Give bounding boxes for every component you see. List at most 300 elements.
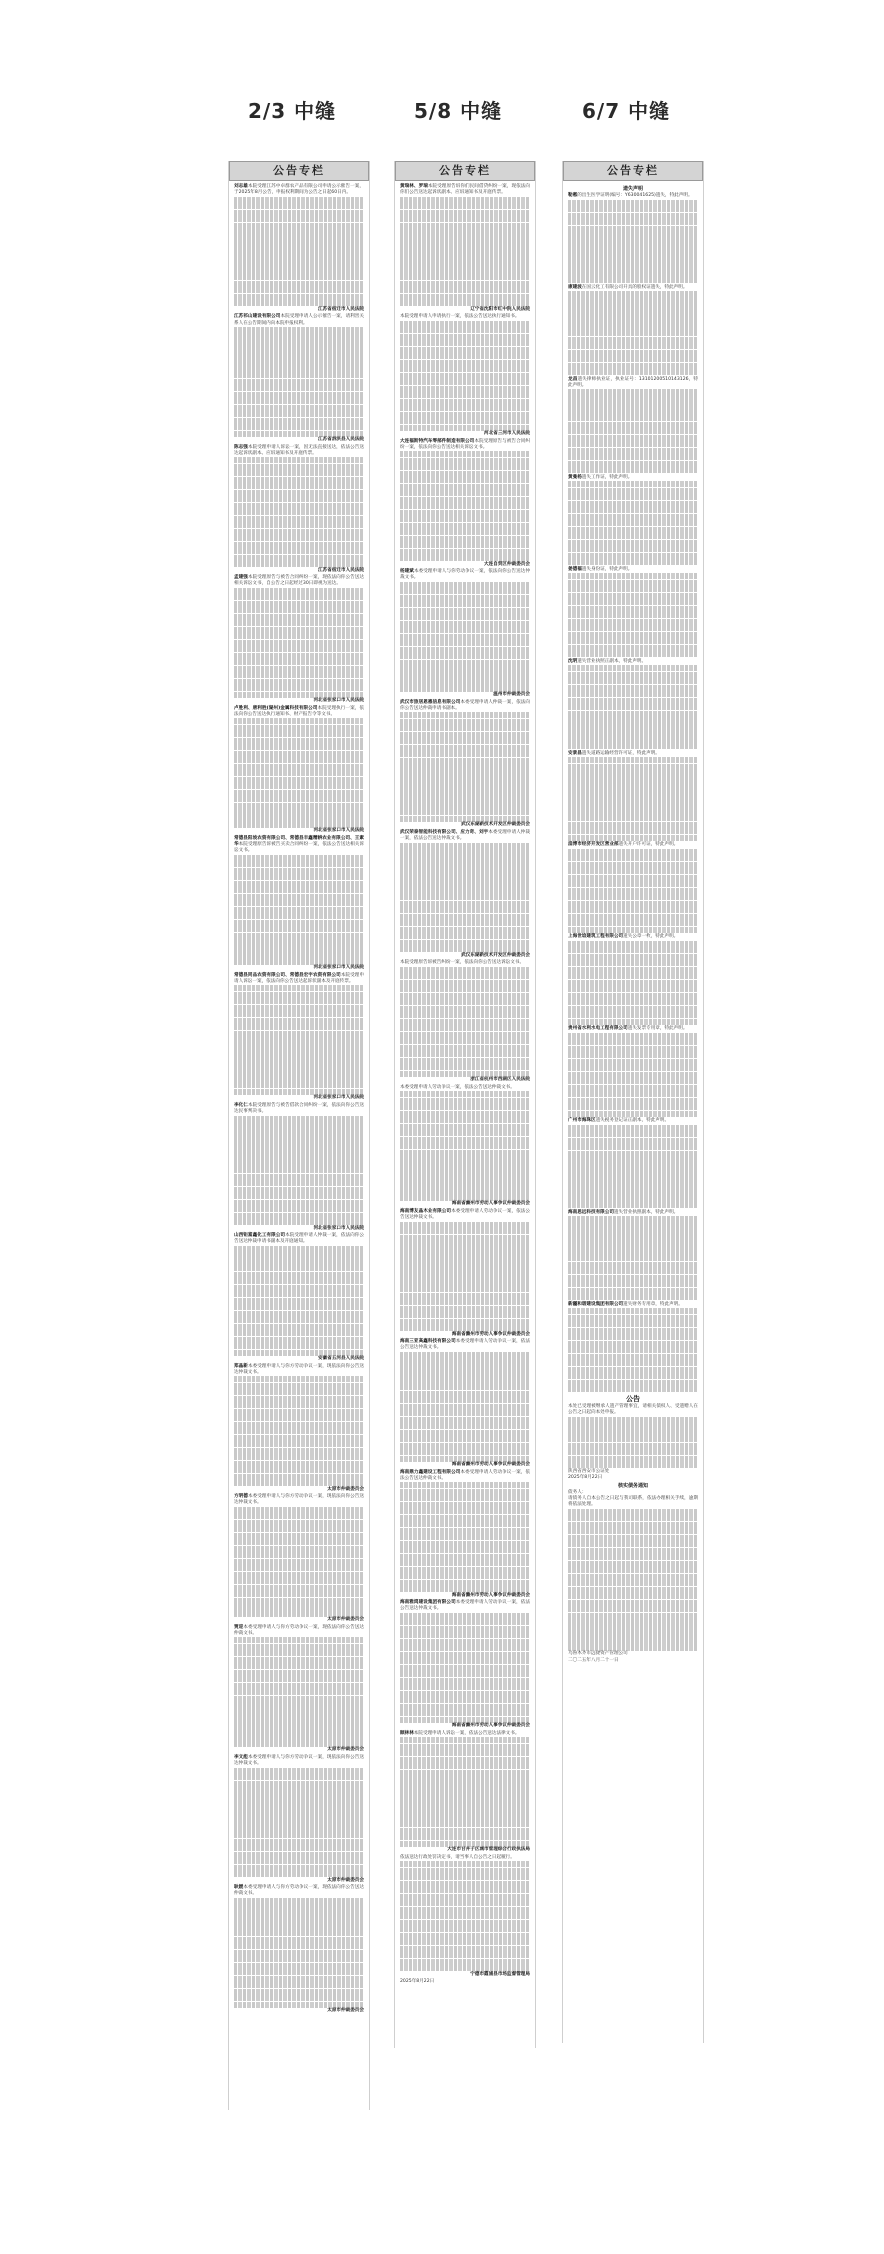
body-text-line [234,1409,364,1415]
body-text-line [400,1795,530,1801]
body-text-line [400,1619,530,1625]
body-text-line [234,672,364,678]
body-text-line [400,216,530,222]
body-text-line [234,1774,364,1780]
body-text-line [400,1325,530,1331]
body-text-line [400,1312,530,1318]
body-text-line [568,1059,698,1065]
body-text-line [400,868,530,874]
body-text-line [568,1098,698,1104]
body-text-line [568,396,698,402]
body-text-line [234,1852,364,1858]
body-text-line [568,1600,698,1606]
body-text-line [400,248,530,254]
body-text-line [568,1443,698,1449]
lost-notice-item [568,1026,698,1116]
body-text-line [234,1246,364,1252]
body-text-line [568,1033,698,1039]
body-text-line [234,1741,364,1747]
body-text-line [400,634,530,640]
body-text-line [568,461,698,467]
body-text-line [400,471,530,477]
body-text-line [234,874,364,880]
body-text-line [234,1813,364,1819]
body-text-line [234,1285,364,1291]
body-text-line [568,1078,698,1084]
body-text-line [234,1037,364,1043]
body-text-line [568,369,698,375]
body-text-line [568,1462,698,1468]
body-text-line [400,197,530,203]
body-text-line [234,1689,364,1695]
body-text-line [568,1085,698,1091]
body-text-line [568,1548,698,1554]
body-text-line [400,418,530,424]
body-text-line [234,1950,364,1956]
body-text-line [234,920,364,926]
body-text-line [234,1963,364,1969]
body-text-line [234,1043,364,1049]
body-text-line [234,815,364,821]
body-text-line [234,1598,364,1604]
body-text-line [234,1480,364,1486]
body-text-line [568,317,698,323]
notice-text: 本院受理原告诉被告纠纷一案，依法向你公告送达诉讼文书。 [400,960,525,966]
notice-item [400,184,530,313]
body-text-line [234,1781,364,1787]
body-text-line [234,1265,364,1271]
body-text-line [400,770,530,776]
body-text-line [400,660,530,666]
body-text-line [400,1515,530,1521]
body-text-line [568,881,698,887]
notice-text: 遗失道路运输经营许可证，特此声明。 [581,750,660,756]
body-text-line [568,1091,698,1097]
body-text-line [568,1321,698,1327]
body-text-line [234,777,364,783]
body-text-line [568,520,698,526]
body-text-line [568,993,698,999]
body-text-line [400,1130,530,1136]
body-text-line [568,1039,698,1045]
notice-text: 本委受理申请人劳动争议一案，依法公告送达仲裁文书。 [400,1084,515,1090]
body-text-line [234,1422,364,1428]
notice-party: 广州市海珠区 [568,1118,596,1124]
body-text-line [400,1567,530,1573]
body-text-line [234,1565,364,1571]
body-text-line [234,1069,364,1075]
body-text-line [400,993,530,999]
body-text-line [568,999,698,1005]
body-text-line [234,1206,364,1212]
body-text-line [400,1319,530,1325]
body-text-line [400,1939,530,1945]
body-text-line [234,1252,364,1258]
body-text-line [400,1541,530,1547]
body-text-line [568,862,698,868]
body-text-line [400,783,530,789]
body-text-line [568,868,698,874]
body-text-line [400,1757,530,1763]
body-text-line [234,1800,364,1806]
body-text-line [568,1567,698,1573]
body-text-line [568,678,698,684]
body-text-line [234,809,364,815]
body-text-line [234,372,364,378]
body-text-line [400,1789,530,1795]
classified-column-1 [228,161,370,2110]
notice-item [234,1103,364,1232]
body-text-line [234,939,364,945]
body-text-line [568,324,698,330]
body-text-line [568,271,698,277]
body-text-line [400,1632,530,1638]
body-text-line [400,242,530,248]
body-text-line [234,274,364,280]
notice-signature: 安徽省五河县人民法院 [318,1356,364,1362]
body-text-line [400,542,530,548]
body-text-line [234,1546,364,1552]
notice-item [234,1364,364,1493]
body-text-line [568,1072,698,1078]
body-text-line [568,553,698,559]
notice-text: 本委受理申请人劳动争议一案，依法公告送达仲裁文书。 [400,1339,530,1351]
debtor-heading: 债务人： [568,1490,587,1496]
body-text-line [234,744,364,750]
body-text-line [234,542,364,548]
body-text-line [400,327,530,333]
body-text-line [568,1249,698,1255]
body-text-line [234,405,364,411]
body-text-line [400,894,530,900]
notice-party: 杨建斌 [400,569,414,575]
body-text-line [234,1089,364,1095]
body-text-line [568,593,698,599]
body-text-line [568,1229,698,1235]
notice-party: 武汉市旅居恩惠信息有限公司 [400,699,461,705]
body-text-line [234,751,364,757]
body-text-line [568,213,698,219]
body-text-line [400,1645,530,1651]
body-text-line [400,1098,530,1104]
body-text-line [568,815,698,821]
body-text-line [400,235,530,241]
notice-signature: 武汉东湖新技术开发区仲裁委员会 [461,952,530,958]
body-text-line [568,1104,698,1110]
column-body [563,181,703,1667]
body-text-line [400,1235,530,1241]
notice-party: 海南博友晶木业有限公司 [400,1208,452,1214]
label-col3: 6/7 中缝 [582,99,671,123]
body-text-line [568,586,698,592]
body-text-line [234,529,364,535]
body-text-line [400,1436,530,1442]
body-text-line [568,1423,698,1429]
body-text-line [568,1354,698,1360]
body-text-line [568,1196,698,1202]
notice-text: 本委受理申请人仲裁一案，依法向你公告送达仲裁申请书副本。 [400,699,530,711]
notice-text: 本院受理原告与被告合同纠纷一案，现依法向你公告送达相关诉讼文书，自公告之日起经过30日即视为送达。 [234,575,364,587]
body-text-line [400,1423,530,1429]
body-text-line [234,1050,364,1056]
body-text-line [234,594,364,600]
body-text-line [400,1528,530,1534]
body-text-line [234,633,364,639]
lost-notice-item [568,1302,698,1392]
body-text-line [234,1734,364,1740]
body-text-line [568,828,698,834]
body-text-line [568,1334,698,1340]
body-text-line [234,1402,364,1408]
body-text-line [400,927,530,933]
notice-text: 本院受理原告与被告借款合同纠纷一案，依法向你公告送达民事判决书。 [234,1102,364,1115]
body-text-line [234,1845,364,1851]
body-text-line [568,1308,698,1314]
body-text-line [234,477,364,483]
body-text-line [234,268,364,274]
body-text-line [234,1461,364,1467]
body-text-line [400,907,530,913]
body-text-line [234,1826,364,1832]
body-text-line [400,1710,530,1716]
lost-notice-item [568,1210,698,1300]
body-text-line [568,389,698,395]
body-text-line [400,1900,530,1906]
body-text-line [400,1691,530,1697]
notice-text: 本院受理申请人申请执行一案，依法公告送达执行通知书。 [400,314,520,320]
body-text-line [400,405,530,411]
body-text-line [234,1174,364,1180]
notice-signature: 太原市仲裁委员会 [327,2008,364,2014]
body-text-line [234,1467,364,1473]
body-text-line [234,1330,364,1336]
body-text-line [400,862,530,868]
body-text-line [400,503,530,509]
body-text-line [234,640,364,646]
notice-party: 大连福斯特汽车零部件制造有限公司 [400,438,475,444]
body-text-line [234,607,364,613]
body-text-line [400,366,530,372]
body-text-line [400,1012,530,1018]
notice-text: 本院受理江苏中卓群农产品有限公司申请公示催告一案，于2025年8月公告，申报权利期间为公告之日起60日内。 [234,184,364,196]
body-text-line [234,1448,364,1454]
body-text-line [234,1454,364,1460]
body-text-line [234,1024,364,1030]
body-text-line [234,1428,364,1434]
body-text-line [234,1904,364,1910]
body-text-line [234,1441,364,1447]
notice-text: 本院受理执行一案，依法向你公告送达执行通知书、财产报告令等文书。 [234,705,364,717]
body-text-line [400,1586,530,1592]
body-text-line [234,1513,364,1519]
body-text-line [568,920,698,926]
body-text-line [234,1911,364,1917]
body-text-line [568,835,698,841]
body-text-line [234,933,364,939]
body-text-line [400,549,530,555]
notice-item [400,439,530,568]
body-text-line [568,533,698,539]
body-text-line [568,1561,698,1567]
lost-notice-item [568,659,698,749]
notice-date: 2025年8月22日 [400,1979,435,1985]
body-text-line [568,612,698,618]
body-text-line [568,1131,698,1137]
body-text-line [234,503,364,509]
notice-text: 本委受理申请人与你方劳动争议一案，现依法向你公告送达仲裁文书。 [234,1494,364,1506]
body-text-line [400,1926,530,1932]
notice-party: 海南雅鸿建设集团有限公司 [400,1600,456,1606]
notice-signature: 浙江省杭州市西湖区人民法院 [470,1077,530,1083]
body-text-line [234,1768,364,1774]
body-text-line [400,881,530,887]
body-text-line [568,1625,698,1631]
body-text-line [400,1573,530,1579]
body-text-line [568,1202,698,1208]
body-text-line [400,1834,530,1840]
body-text-line [568,454,698,460]
body-text-line [400,373,530,379]
body-text-line [568,764,698,770]
body-text-line [400,1907,530,1913]
body-text-line [234,203,364,209]
body-text-line [234,1721,364,1727]
body-text-line [568,1046,698,1052]
body-text-line [400,653,530,659]
notice-text: 遗失财务专用章，特此声明。 [623,1301,683,1307]
body-text-line [234,1128,364,1134]
body-text-line [400,1045,530,1051]
body-text-line [400,1228,530,1234]
body-text-line [234,1552,364,1558]
body-text-line [568,894,698,900]
notice-signature: 江苏省泗洪县人民法院 [318,437,364,443]
notice-signature: 河北省张家口市人民法院 [313,1225,364,1231]
body-text-line [400,1554,530,1560]
body-text-line [234,1898,364,1904]
notice-item [234,836,364,971]
body-text-line [568,527,698,533]
body-text-line [568,776,698,782]
notice-item [234,1755,364,1884]
body-text-line [568,1373,698,1379]
notice-text: 遗失公章一枚，特此声明。 [623,934,679,940]
body-text-line [400,1293,530,1299]
notice-party: 海南三亚高鑫科技有限公司 [400,1339,456,1345]
notice-item [400,1731,530,1854]
notice-signature: 宁德市霞浦县市场监督管理局 [470,1971,530,1977]
body-text-line [234,783,364,789]
body-text-line [568,232,698,238]
body-text-line [234,1298,364,1304]
notice-text: 本院受理申请人公示催告一案，请利害关系人在公告期间内向本院申报权利。 [234,314,364,326]
body-text-line [234,340,364,346]
body-text-line [400,1802,530,1808]
body-text-line [234,1350,364,1356]
body-text-line [568,757,698,763]
body-text-line [400,360,530,366]
body-text-line [568,1125,698,1131]
body-text-line [568,691,698,697]
body-text-line [400,1365,530,1371]
body-text-line [400,809,530,815]
notice-text: 本委受理申请人与你方劳动争议一案，现依法向你公告送达仲裁文书。 [234,1624,364,1636]
body-text-line [568,1456,698,1462]
body-text-line [234,216,364,222]
notice-text: 遗失营业执照副本，特此声明。 [613,1209,679,1215]
body-text-line [400,946,530,952]
notice-party: 贾迎 [234,1624,244,1630]
body-text-line [400,1071,530,1077]
body-text-line [234,1122,364,1128]
body-text-line [400,1247,530,1253]
body-text-line [568,914,698,920]
body-text-line [568,717,698,723]
body-text-line [234,281,364,287]
body-text-line [568,1449,698,1455]
body-text-line [400,849,530,855]
notice-party: 沈明 [568,658,578,664]
body-text-line [234,327,364,333]
body-text-line [400,1547,530,1553]
body-text-line [400,1025,530,1031]
body-text-line [234,1116,364,1122]
body-text-line [568,1288,698,1294]
body-text-line [234,620,364,626]
body-text-line [234,952,364,958]
body-text-line [234,1559,364,1565]
body-text-line [400,745,530,751]
column-header: 公告专栏 [563,161,703,181]
body-text-line [234,496,364,502]
body-text-line [568,822,698,828]
body-text-line [568,311,698,317]
notice-party: 方明德 [234,1494,248,1500]
body-text-line [400,1639,530,1645]
body-text-line [568,467,698,473]
body-text-line [234,881,364,887]
body-text-line [568,1436,698,1442]
body-text-line [400,1260,530,1266]
body-text-line [400,1391,530,1397]
body-text-line [568,789,698,795]
body-text-line [234,1063,364,1069]
body-text-line [234,1793,364,1799]
body-text-line [400,920,530,926]
body-text-line [234,790,364,796]
body-text-line [234,1728,364,1734]
body-text-line [568,1587,698,1593]
body-text-line [234,366,364,372]
body-text-line [568,435,698,441]
body-text-line [234,235,364,241]
body-text-line [400,386,530,392]
body-text-line [568,448,698,454]
body-text-line [400,1182,530,1188]
notice-text: 本委受理申请人仲裁一案，依法公告送达仲裁文书。 [400,829,530,842]
body-text-line [234,1291,364,1297]
body-text-line [568,941,698,947]
notice-party: 常德县同品农资有限公司、常德县宏宇农资有限公司 [234,972,341,978]
notice-item [234,1625,364,1754]
body-text-line [400,933,530,939]
body-text-line [568,1580,698,1586]
body-text-line [400,529,530,535]
body-text-line [568,672,698,678]
body-text-line [568,363,698,369]
body-text-line [234,1193,364,1199]
body-text-line [400,1378,530,1384]
